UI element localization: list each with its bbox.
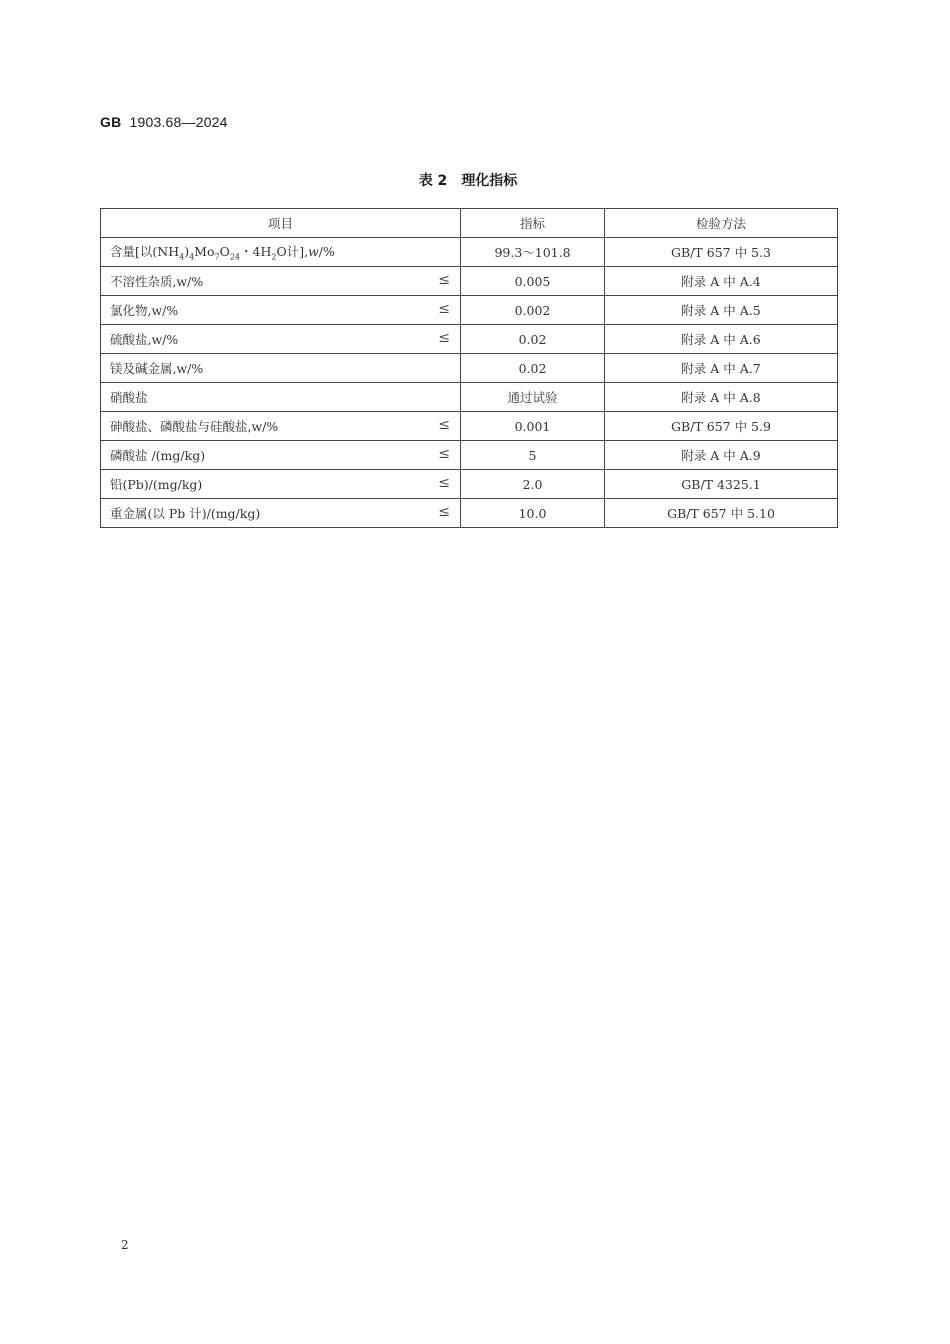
row-method: GB/T 657 中 5.9	[605, 412, 838, 441]
row-method: GB/T 657 中 5.10	[605, 499, 838, 528]
row-method: 附录 A 中 A.9	[605, 441, 838, 470]
standard-number	[100, 114, 228, 130]
row-value: 通过试验	[461, 383, 605, 412]
row-value: 5	[461, 441, 605, 470]
table-row	[101, 499, 838, 528]
column-header-item: 项目	[101, 209, 461, 238]
row-value: 0.02	[461, 325, 605, 354]
column-header-method: 检验方法	[605, 209, 838, 238]
le-sign: ≤	[438, 272, 450, 288]
table-caption: 理化指标	[461, 173, 518, 189]
row-value: 10.0	[461, 499, 605, 528]
table-row	[101, 412, 838, 441]
table-row	[101, 441, 838, 470]
standard-prefix: GB	[100, 114, 122, 130]
row-method: 附录 A 中 A.8	[605, 383, 838, 412]
row-method: GB/T 657 中 5.3	[605, 238, 838, 267]
row-item: 不溶性杂质,w/%	[110, 274, 204, 289]
row-value: 0.02	[461, 354, 605, 383]
spec-table	[100, 208, 838, 528]
table-title	[0, 170, 936, 190]
row-item: 重金属(以 Pb 计)/(mg/kg)	[110, 506, 261, 521]
table-row	[101, 296, 838, 325]
row-item: 氯化物,w/%	[110, 303, 179, 318]
page-number: 2	[121, 1238, 129, 1252]
standard-code: 1903.68—2024	[129, 114, 228, 130]
le-sign: ≤	[438, 330, 450, 346]
row-item-formula: 含量[以$(NH_4)_4Mo_7O_{24}$・$4H_2O$计],w/%	[101, 238, 461, 267]
row-method: 附录 A 中 A.5	[605, 296, 838, 325]
row-method: 附录 A 中 A.6	[605, 325, 838, 354]
row-item: 镁及碱金属,w/%	[110, 361, 204, 376]
table-row	[101, 267, 838, 296]
le-sign: ≤	[438, 417, 450, 433]
row-item: 磷酸盐 /(mg/kg)	[110, 448, 206, 463]
table-row	[101, 325, 838, 354]
row-value: 0.005	[461, 267, 605, 296]
row-item: 铅(Pb)/(mg/kg)	[110, 477, 203, 492]
le-sign: ≤	[438, 504, 450, 520]
row-value: 0.002	[461, 296, 605, 325]
row-method: 附录 A 中 A.4	[605, 267, 838, 296]
row-item: 硝酸盐	[110, 390, 148, 405]
le-sign: ≤	[438, 446, 450, 462]
column-header-value: 指标	[461, 209, 605, 238]
le-sign: ≤	[438, 475, 450, 491]
row-item: 砷酸盐、磷酸盐与硅酸盐,w/%	[110, 419, 279, 434]
table-number: 表 2	[418, 173, 448, 189]
row-value: 2.0	[461, 470, 605, 499]
row-method: GB/T 4325.1	[605, 470, 838, 499]
table-row	[101, 354, 838, 383]
table-row	[101, 383, 838, 412]
row-method: 附录 A 中 A.7	[605, 354, 838, 383]
table-row	[101, 238, 838, 267]
table-row	[101, 470, 838, 499]
le-sign: ≤	[438, 301, 450, 317]
row-item: 硫酸盐,w/%	[110, 332, 179, 347]
row-value: 0.001	[461, 412, 605, 441]
table-header-row	[101, 209, 838, 238]
row-value: 99.3～101.8	[461, 238, 605, 267]
